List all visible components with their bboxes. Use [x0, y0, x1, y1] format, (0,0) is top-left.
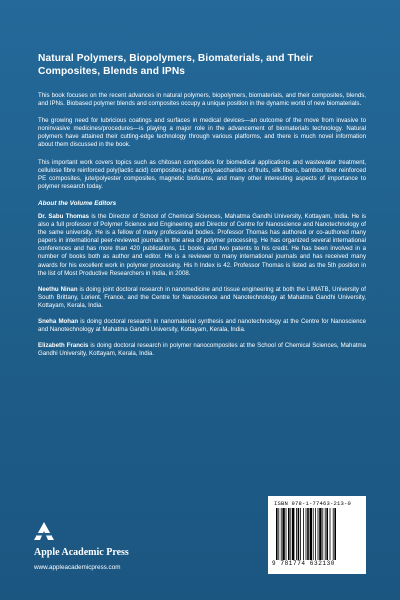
editor-bio — [38, 318, 366, 334]
publisher-block — [34, 522, 224, 571]
apple-academic-press-logo-icon — [34, 522, 54, 540]
editor-description: is doing joint doctoral research in nanomedicine and tissue engineering at both the LIMATB, University of South Brittany, Lorient, France, and the Centre for Nanoscience and Nanotechnology at Mahatma Gandhi University, Kottayam, Kerala, India. — [38, 285, 366, 309]
editors-heading: About the Volume Editors — [38, 199, 117, 207]
editor-description: is the Director of School of Chemical Sciences, Mahatma Gandhi University, Kottayam, India. He is also a full professor of Polymer Science and Engineering and Director of Centre for Nanoscience and Nanotechnology of the same university. He is a fellow of many professional bodies. Professor Thomas has authored or co-authored many papers in international peer-reviewed journals in the area of polymer processing. He has organized several international conferences and has more than 420 publications, 11 books and two patents to his credit. He has been involved in a number of books both as author and editor. He is a reviewer to many international journals and has received many awards for his excellent work in polymer processing. His h Index is 42. Professor Thomas is listed as the 5th position in the list of Most Productive Researchers in India, in 2008. — [38, 212, 366, 277]
book-title: Natural Polymers, Biopolymers, Biomaterials, and Their Composites, Blends and IPNs — [38, 53, 313, 77]
editor-description: is doing doctoral research in polymer nanocomposites at the School of Chemical Sciences, Mahatma Gandhi University, Kottayam, Kerala, India. — [38, 342, 366, 358]
editor-name: Elizabeth Francis — [38, 342, 89, 350]
editor-bio — [38, 213, 366, 278]
description-paragraph: This important work covers topics such as chitosan composites for biomedical applications and wastewater treatment, cellulose fibre reinforced poly(lactic acid) composites,p ectic polysaccharides of fruits, silk fibers, bamboo fiber reinforced PE composites, jute/polyester composites, magnetic biofoams, and many other interesting aspects of importance to polymer research today. — [38, 158, 366, 190]
editor-name: Neethu Ninan — [38, 285, 78, 293]
barcode — [268, 496, 366, 574]
cover-content — [38, 52, 366, 366]
publisher-name: Apple Academic Press — [34, 547, 129, 558]
editor-description: is doing doctoral research in nanomaterial synthesis and nanotechnology at the Centre for Nanoscience and Nanotechnology at Mahatma Gandhi University, Kottayam, Kerala, India. — [38, 317, 366, 334]
isbn-label: ISBN 978-1-77463-213-0 — [274, 500, 352, 507]
editor-name: Dr. Sabu Thomas — [38, 212, 90, 220]
description-paragraph: This book focuses on the recent advances in natural polymers, biopolymers, biomaterials, and their composites, blends, and IPNs. Biobased polymer blends and composites occupy a unique position in the dynamic world of new biomaterials. — [38, 92, 366, 108]
editor-bio — [38, 286, 366, 310]
barcode-number: 9 781774 632130 — [272, 560, 336, 567]
editor-name: Sneha Mohan — [38, 317, 79, 325]
publisher-url: www.appleacademicpress.com — [34, 564, 121, 571]
barcode-bars — [276, 508, 358, 560]
editor-bio — [38, 342, 366, 358]
description-paragraph: The growing need for lubricious coatings and surfaces in medical devices—an outcome of the move from invasive to noninvasive medicines/procedures—is playing a major role in the advancement of biomaterials technology. Natural polymers have attained their cutting-edge technology through various platforms, and there is much novel information about them discussed in the book. — [38, 117, 366, 149]
